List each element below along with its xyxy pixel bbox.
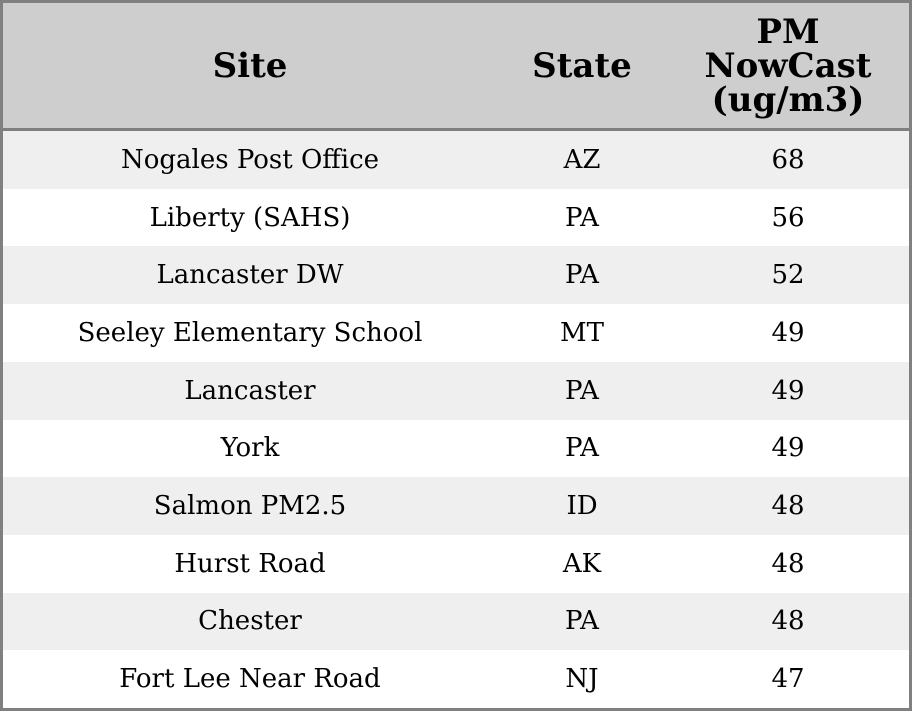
cell-state: NJ <box>565 664 599 695</box>
table-row <box>3 420 909 478</box>
table-body <box>3 131 909 708</box>
cell-pm: 49 <box>771 433 805 464</box>
table-row <box>3 362 909 420</box>
cell-state: AZ <box>563 144 601 175</box>
header-pm-nowcast <box>667 11 909 120</box>
table-row <box>3 189 909 247</box>
cell-site: Salmon PM2.5 <box>153 491 347 522</box>
cell-state: PA <box>565 202 599 233</box>
cell-site: Chester <box>198 606 302 637</box>
cell-pm: 56 <box>771 202 805 233</box>
cell-state: PA <box>565 375 599 406</box>
header-pm-line: (ug/m3) <box>711 79 865 120</box>
header-pm-line: PM <box>756 11 820 52</box>
cell-state: PA <box>565 260 599 291</box>
cell-site: Seeley Elementary School <box>77 317 423 348</box>
cell-state: AK <box>562 548 602 579</box>
cell-site: Liberty (SAHS) <box>149 202 351 233</box>
cell-site: Hurst Road <box>174 548 326 579</box>
table-row <box>3 304 909 362</box>
cell-site: Fort Lee Near Road <box>119 664 381 695</box>
cell-pm: 68 <box>771 144 805 175</box>
cell-state: ID <box>566 491 598 522</box>
cell-pm: 48 <box>771 548 805 579</box>
table-row <box>3 246 909 304</box>
header-site: Site <box>212 45 288 86</box>
table-row <box>3 593 909 651</box>
cell-site: Nogales Post Office <box>120 144 380 175</box>
cell-state: PA <box>565 433 599 464</box>
cell-state: MT <box>560 317 604 348</box>
cell-state: PA <box>565 606 599 637</box>
cell-site: Lancaster <box>184 375 316 406</box>
table-row <box>3 477 909 535</box>
cell-pm: 49 <box>771 375 805 406</box>
cell-pm: 48 <box>771 606 805 637</box>
table-row <box>3 650 909 708</box>
cell-pm: 47 <box>771 664 805 695</box>
header-pm-line: NowCast <box>704 45 872 86</box>
cell-site: Lancaster DW <box>156 260 344 291</box>
cell-pm: 48 <box>771 491 805 522</box>
table-header <box>3 3 909 131</box>
cell-pm: 52 <box>771 260 805 291</box>
table-row <box>3 535 909 593</box>
table-row <box>3 131 909 189</box>
cell-pm: 49 <box>771 317 805 348</box>
header-state: State <box>532 45 632 86</box>
cell-site: York <box>220 433 280 464</box>
